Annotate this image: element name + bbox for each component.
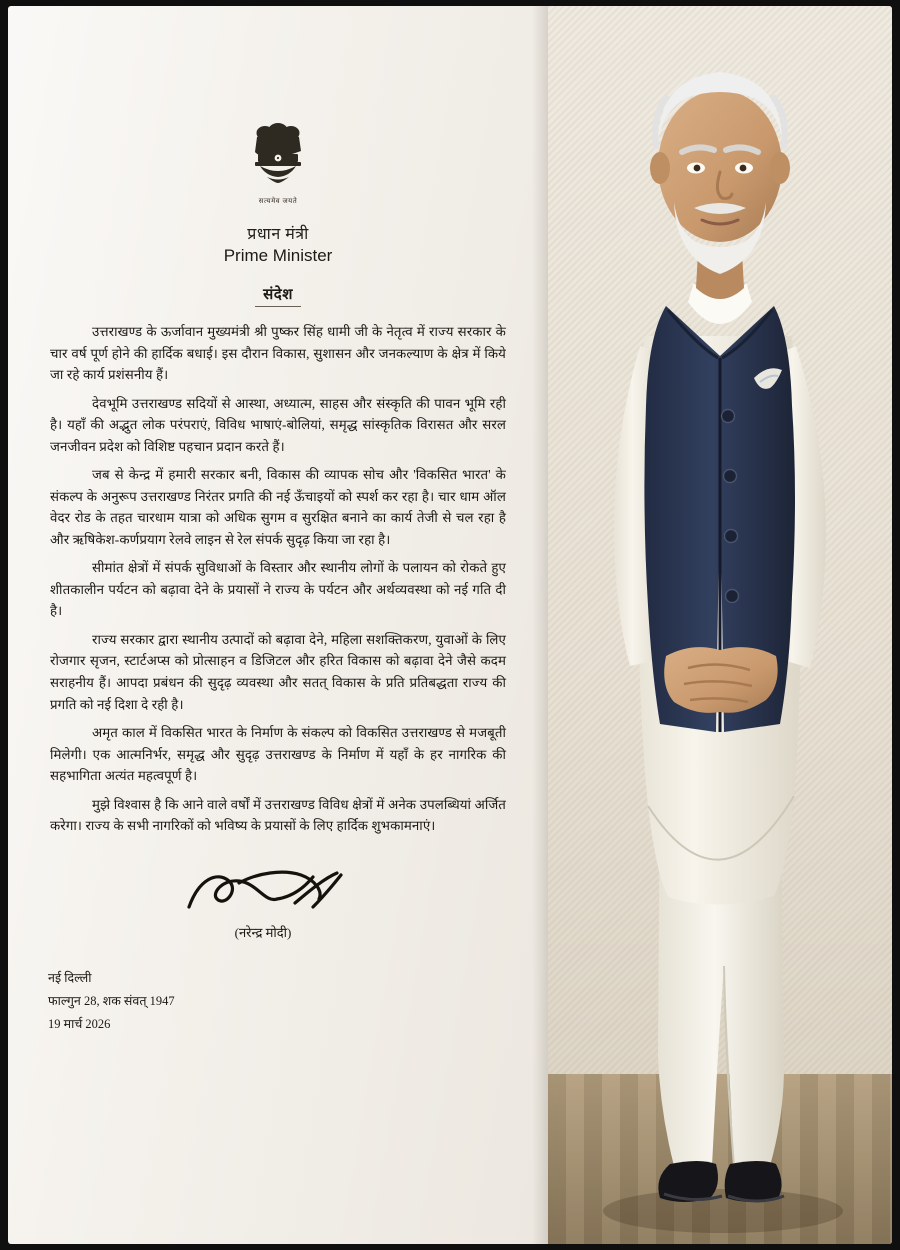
message-body	[50, 321, 506, 837]
paragraph: देवभूमि उत्तराखण्ड सदियों से आस्था, अध्यात्म, साहस और संस्कृति की पावन भूमि रही है। यहाँ की अद्भुत लोक परंपराएं, विविध भाषाएं-बोलियां, समृद्ध सांस्कृतिक विरासत और सरल जनजीवन प्रदेश को विशिष्ट पहचान प्रदान करते हैं।	[50, 395, 506, 454]
signature-block	[50, 863, 506, 941]
portrait-photo	[548, 6, 892, 1244]
letter-panel	[8, 6, 548, 1244]
paragraph: उत्तराखण्ड के ऊर्जावान मुख्यमंत्री श्री पुष्कर सिंह धामी जी के नेतृत्व में राज्य सरकार के चार वर्ष पूर्ण होने की हार्दिक बधाई। इस दौरान विकास, सुशासन और जनकल्याण के क्षेत्र में किये जा रहे कार्य प्रशंसनीय हैं।	[50, 324, 506, 383]
india-state-emblem-icon	[250, 118, 306, 196]
place-date-block	[48, 967, 548, 1036]
page-title-hindi: प्रधान मंत्री	[247, 226, 309, 243]
paragraph: मुझे विश्वास है कि आने वाले वर्षों में उत्तराखण्ड विविध क्षेत्रों में अनेक उपलब्धियां अर्जित करेगा। राज्य के सभी नागरिकों को भविष्य के प्रयासों के लिए हार्दिक शुभकामनाएं।	[50, 796, 506, 834]
paragraph: अमृत काल में विकसित भारत के निर्माण के संकल्प को विकसित उत्तराखण्ड से मजबूती मिलेगी। एक आत्मनिर्भर, समृद्ध और सुदृढ़ उत्तराखण्ड के निर्माण में यहाँ के हर नागरिक की सहभागिता अत्यंत महत्वपूर्ण है।	[50, 725, 506, 784]
paragraph: राज्य सरकार द्वारा स्थानीय उत्पादों को बढ़ावा देने, महिला सशक्तिकरण, युवाओं के लिए रोजगार सृजन, स्टार्टअप्स को प्रोत्साहन व डिजिटल और हरित विकास को बढ़ावा देने जैसे कदम सराहनीय हैं। आपदा प्रबंधन की सुदृढ़ व्यवस्था और सतत् विकास के प्रति प्रतिबद्धता राज्य की प्रगति को नई दिशा दे रही है।	[50, 631, 506, 712]
paragraph: सीमांत क्षेत्रों में संपर्क सुविधाओं के विस्तार और स्थानीय लोगों के पलायन को रोकते हुए शीतकालीन पर्यटन को बढ़ावा देने के प्रयासों ने राज्य के पर्यटन और अर्थव्यवस्था को नई गति दी है।	[50, 560, 506, 619]
emblem-motto: सत्यमेव जयते	[258, 197, 298, 205]
date-gregorian: 19 मार्च 2026	[48, 1016, 111, 1031]
page-title-english: Prime Minister	[223, 246, 333, 265]
signature-name: (नरेन्द्र मोदी)	[234, 924, 292, 940]
paragraph: जब से केन्द्र में हमारी सरकार बनी, विकास की व्यापक सोच और 'विकसित भारत' के संकल्प के अनुरूप उत्तराखण्ड निरंतर प्रगति की नई ऊँचाइयों को स्पर्श कर रहा है। चार धाम ऑल वेदर रोड के तहत चारधाम यात्रा को अधिक सुगम व सुरक्षित बनाने का कार्य तेजी से चल रहा है और ऋषिकेश-कर्णप्रयाग रेलवे लाइन से रेल संपर्क सुदृढ़ किया जा रहा है।	[50, 467, 506, 547]
heading-underline	[255, 306, 301, 307]
handwritten-signature-icon	[50, 863, 476, 921]
portrait-figure	[548, 6, 892, 1244]
place: नई दिल्ली	[48, 970, 92, 985]
message-heading: संदेश	[263, 287, 293, 303]
date-samvat: फाल्गुन 28, शक संवत् 1947	[48, 993, 175, 1008]
emblem-block	[8, 118, 548, 206]
